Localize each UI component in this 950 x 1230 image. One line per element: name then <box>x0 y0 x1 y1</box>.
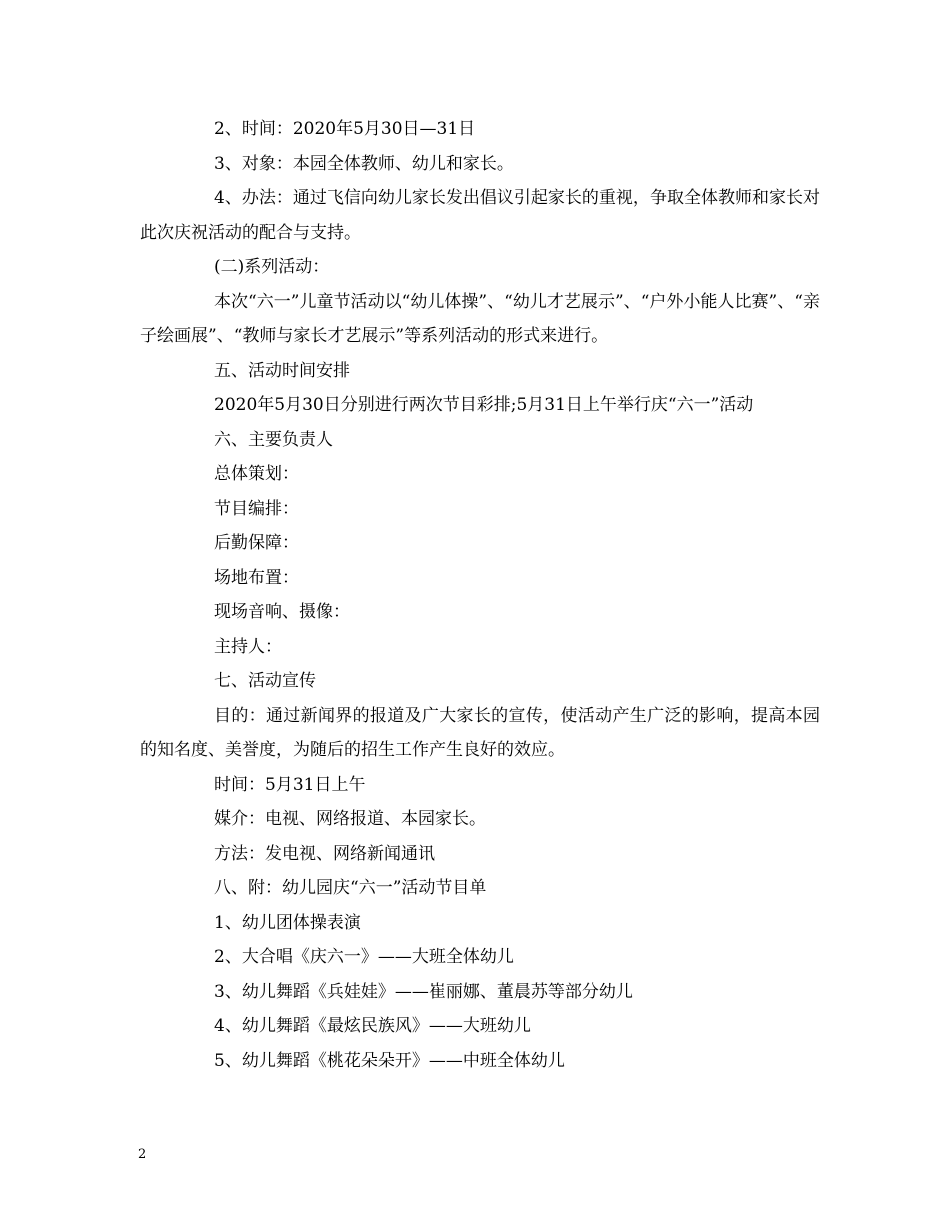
program-item-1: 1、幼儿团体操表演 <box>214 912 361 933</box>
paragraph-audience: 3、对象：本园全体教师、幼儿和家长。 <box>214 153 514 174</box>
paragraph-schedule: 2020年5月30日分别进行两次节目彩排;5月31日上午举行庆“六一”活动 <box>214 395 754 415</box>
paragraph-media: 媒介：电视、网络报道、本园家长。 <box>214 809 486 829</box>
program-item-2: 2、大合唱《庆六一》——大班全体幼儿 <box>214 947 514 967</box>
heading-program-list: 八、附：幼儿园庆“六一”活动节目单 <box>214 878 487 898</box>
paragraph-publicity-method: 方法：发电视、网络新闻通讯 <box>214 843 435 864</box>
heading-publicity: 七、活动宣传 <box>214 671 316 691</box>
field-logistics: 后勤保障： <box>214 533 299 553</box>
paragraph-method: 4、办法：通过飞信向幼儿家长发出倡议引起家长的重视，争取全体教师和家长对此次庆祝活动的配合与支持。 <box>140 188 820 243</box>
field-audio-video: 现场音响、摄像： <box>214 602 350 622</box>
field-overall-planning: 总体策划： <box>214 464 299 484</box>
paragraph-time: 2、时间：2020年5月30日—31日 <box>214 119 476 139</box>
paragraph-publicity-time: 时间：5月31日上午 <box>214 774 366 795</box>
program-item-5: 5、幼儿舞蹈《桃花朵朵开》——中班全体幼儿 <box>214 1050 565 1071</box>
document-body <box>140 112 820 1078</box>
field-venue-setup: 场地布置： <box>214 567 299 588</box>
field-program-arrangement: 节目编排： <box>214 498 299 519</box>
page-number: 2 <box>138 1147 147 1162</box>
section-series-activities: (二)系列活动： <box>214 257 330 277</box>
heading-schedule: 五、活动时间安排 <box>214 360 350 381</box>
paragraph-purpose: 目的：通过新闻界的报道及广大家长的宣传，使活动产生广泛的影响，提高本园的知名度、美誉度，为随后的招生工作产生良好的效应。 <box>140 705 820 760</box>
paragraph-series-description: 本次“六一”儿童节活动以“幼儿体操”、“幼儿才艺展示”、“户外小能人比赛”、“亲子绘画展”、“教师与家长才艺展示”等系列活动的形式来进行。 <box>140 291 820 346</box>
program-item-4: 4、幼儿舞蹈《最炫民族风》——大班幼儿 <box>214 1016 531 1036</box>
program-item-3: 3、幼儿舞蹈《兵娃娃》——崔丽娜、董晨苏等部分幼儿 <box>214 981 633 1002</box>
field-host: 主持人： <box>214 636 282 657</box>
heading-responsible: 六、主要负责人 <box>214 429 333 450</box>
